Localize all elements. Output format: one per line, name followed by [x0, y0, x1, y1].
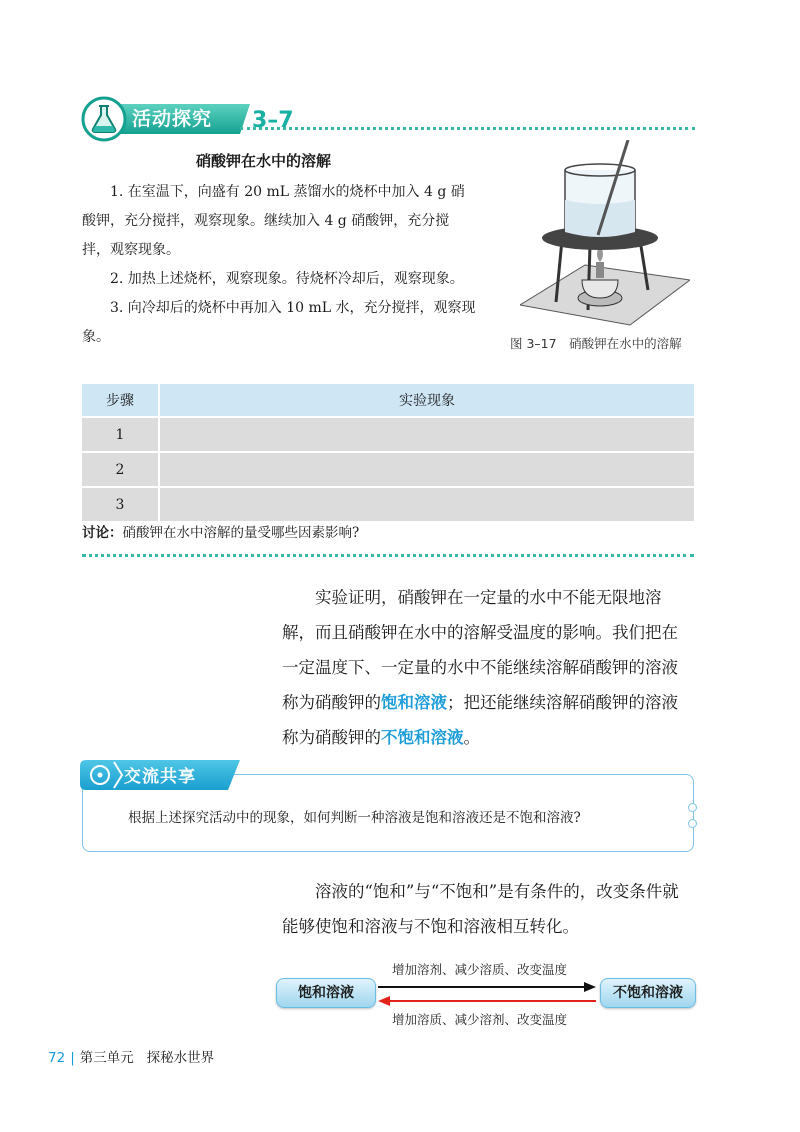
- discussion-label: 讨论：: [82, 525, 123, 541]
- step-3: 3. 向冷却后的烧杯中再加入 10 mL 水，充分搅拌，观察现象。: [82, 300, 476, 345]
- term-unsaturated-solution: 不饱和溶液: [381, 728, 464, 747]
- unsaturated-solution-box: 不饱和溶液: [600, 978, 696, 1008]
- header-step: 步骤: [82, 384, 160, 416]
- step-cell: 1: [82, 418, 160, 451]
- header-dotted-divider: [240, 127, 695, 130]
- reverse-arrow-head: [378, 996, 390, 1006]
- beaker-heating-figure: [520, 140, 690, 330]
- table-row: [82, 453, 694, 486]
- discussion: [82, 521, 359, 541]
- table-header-row: [82, 384, 694, 416]
- share-label: 交流共享: [124, 767, 196, 787]
- share-question: 根据上述探究活动中的现象，如何判断一种溶液是饱和溶液还是不饱和溶液?: [128, 810, 581, 826]
- header-phenomenon: 实验现象: [160, 384, 694, 416]
- unit-label: 第三单元: [79, 1050, 134, 1066]
- conversion-paragraph: [282, 874, 694, 944]
- page-footer: 72 | 第三单元 探秘水世界: [48, 1050, 215, 1066]
- saturated-solution-box: 饱和溶液: [276, 978, 376, 1008]
- page-number: 72: [48, 1050, 66, 1066]
- step-1: 1. 在室温下，向盛有 20 mL 蒸馏水的烧杯中加入 4 g 硝酸钾，充分搅拌，观察现象。继续加入 4 g 硝酸钾，充分搅拌，观察现象。: [82, 184, 465, 258]
- share-ring-icon: [688, 819, 697, 828]
- term-saturated-solution: 饱和溶液: [381, 693, 447, 712]
- table-row: [82, 418, 694, 451]
- share-ring-icon: [688, 803, 697, 812]
- paragraph-text: 溶液的“饱和”与“不饱和”是有条件的，改变条件就能够使饱和溶液与不饱和溶液相互转化。: [282, 882, 679, 936]
- discussion-question: 硝酸钾在水中溶解的量受哪些因素影响?: [122, 525, 360, 541]
- forward-arrow-head: [584, 982, 596, 992]
- phenomenon-cell[interactable]: [160, 418, 694, 451]
- table-row: [82, 488, 694, 521]
- phenomenon-cell[interactable]: [160, 453, 694, 486]
- paragraph-text: 。: [463, 728, 480, 747]
- figure-caption: 图 3–17 硝酸钾在水中的溶解: [510, 336, 682, 351]
- paragraph-text: ；把还能继续溶解硝酸钾的溶液称为硝酸钾的: [282, 693, 678, 747]
- unit-title: 探秘水世界: [146, 1050, 215, 1066]
- observation-table: [82, 382, 694, 523]
- phenomenon-cell[interactable]: [160, 488, 694, 521]
- section-dotted-divider: [82, 554, 694, 557]
- step-cell: 2: [82, 453, 160, 486]
- paragraph-text: 实验证明，硝酸钾在一定量的水中不能无限地溶解，而且硝酸钾在水中的溶解受温度的影响。我们把在一定温度下、一定量的水中不能继续溶解硝酸钾的溶液称为硝酸钾的: [282, 588, 678, 712]
- reverse-conditions: 增加溶质、减少溶剂、改变温度: [392, 1012, 568, 1027]
- activity-title: 硝酸钾在水中的溶解: [196, 152, 332, 170]
- activity-label: 活动探究: [132, 108, 213, 130]
- step-cell: 3: [82, 488, 160, 521]
- saturation-paragraph: [282, 580, 694, 755]
- step-2: 2. 加热上述烧杯，观察现象。待烧杯冷却后，观察现象。: [110, 271, 464, 287]
- activity-steps: [82, 178, 477, 352]
- activity-number: 3–7: [252, 108, 294, 133]
- forward-conditions: 增加溶剂、减少溶质、改变温度: [392, 962, 568, 977]
- conversion-arrows: [376, 980, 598, 1008]
